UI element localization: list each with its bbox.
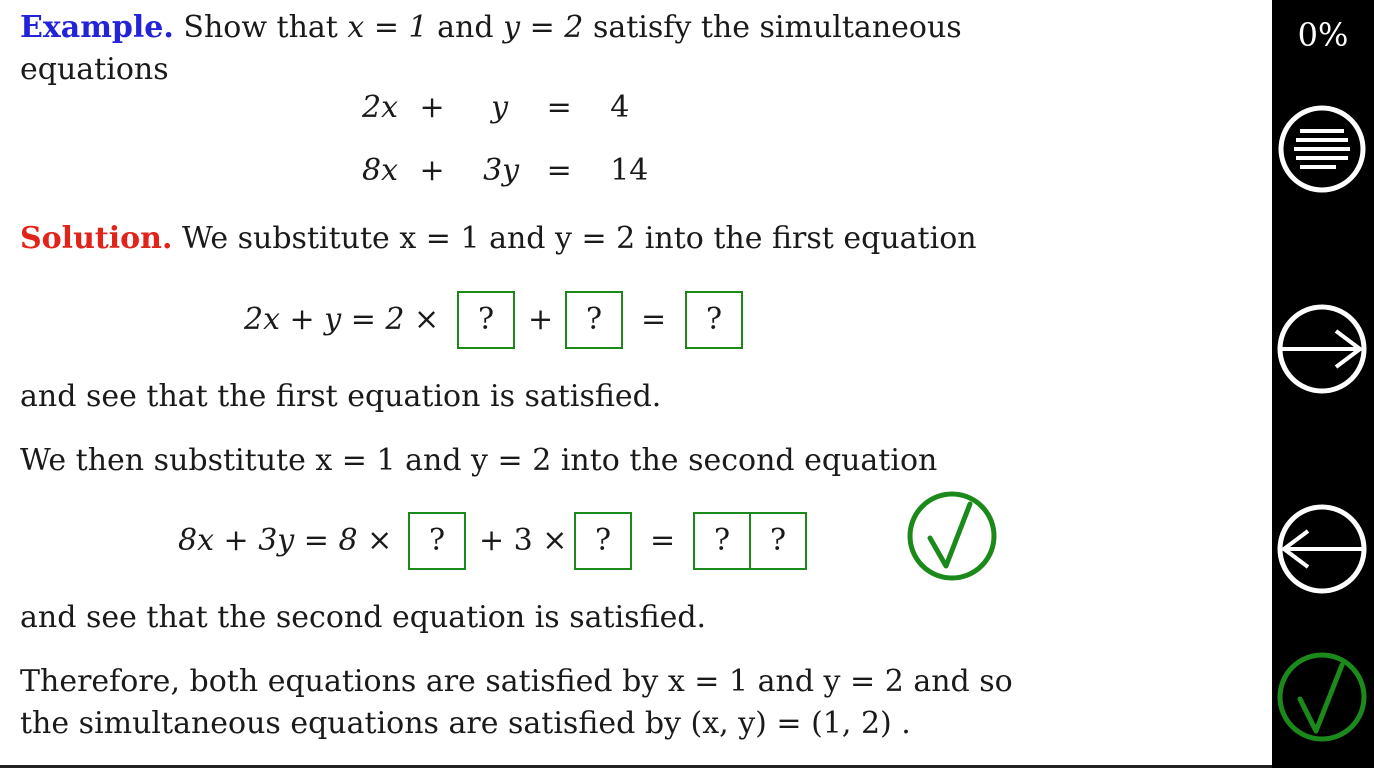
conclusion-line-1: Therefore, both equations are satisfied by x = 1 and y = 2 and so [20, 664, 1013, 699]
eq2-equals: = [650, 523, 676, 558]
solution-line [20, 219, 977, 259]
answer-box-7[interactable]: ? [749, 512, 807, 570]
after-eq1-text: and see that the first equation is satisfied. [20, 379, 662, 414]
menu-button[interactable] [1272, 99, 1372, 199]
next-button[interactable] [1272, 299, 1372, 399]
eq2-lhs: 8x + 3y = 8 × [178, 523, 393, 558]
example-label: Example. [20, 10, 174, 45]
system-row-1 [362, 88, 629, 128]
answer-box-5[interactable]: ? [574, 512, 632, 570]
menu-icon [1272, 99, 1372, 199]
answer-box-2[interactable]: ? [565, 291, 623, 349]
row1-equals: = [546, 90, 572, 125]
answer-box-3[interactable]: ? [685, 291, 743, 349]
arrow-right-icon [1272, 299, 1372, 399]
after-eq2-text: and see that the second equation is satisfied. [20, 600, 707, 635]
check-icon [1272, 651, 1372, 751]
row2-term1: 8x [362, 153, 399, 188]
example-text-c: equations [20, 52, 169, 87]
eq2-mid: + 3 × [479, 523, 568, 558]
arrow-left-icon [1272, 499, 1372, 599]
example-line [20, 8, 962, 48]
back-button[interactable] [1272, 499, 1372, 599]
example-and: and [437, 10, 494, 45]
row1-op: + [419, 90, 445, 125]
solution-text: We substitute x = 1 and y = 2 into the first equation [181, 221, 977, 256]
row1-term1: 2x [362, 90, 399, 125]
row1-rhs: 4 [610, 90, 630, 125]
row2-equals: = [546, 153, 572, 188]
row1-term2: y [491, 90, 509, 125]
eq1-equals: = [641, 302, 667, 337]
example-text-b: satisfy the simultaneous [592, 10, 962, 45]
check-answers-icon[interactable] [906, 490, 998, 582]
example-cond-x: x = 1 [347, 10, 428, 45]
progress-percent: 0% [1297, 16, 1349, 54]
row2-rhs: 14 [610, 153, 649, 188]
navigation-sidebar [1272, 0, 1374, 768]
eq1-plus: + [528, 302, 554, 337]
row2-term2: 3y [483, 153, 520, 188]
example-cond-y: y = 2 [503, 10, 584, 45]
system-row-2 [362, 151, 648, 191]
conclusion-line-2: the simultaneous equations are satisfied by (x, y) = (1, 2) . [20, 706, 911, 741]
answer-box-4[interactable]: ? [408, 512, 466, 570]
solution-label: Solution. [20, 221, 173, 256]
example-text-a: Show that [183, 10, 338, 45]
second-intro-text: We then substitute x = 1 and y = 2 into the second equation [20, 443, 938, 478]
eq1-lhs: 2x + y = 2 × [244, 302, 440, 337]
check-button[interactable] [1272, 651, 1372, 751]
answer-box-1[interactable]: ? [457, 291, 515, 349]
row2-op: + [419, 153, 445, 188]
answer-box-6[interactable]: ? [693, 512, 751, 570]
